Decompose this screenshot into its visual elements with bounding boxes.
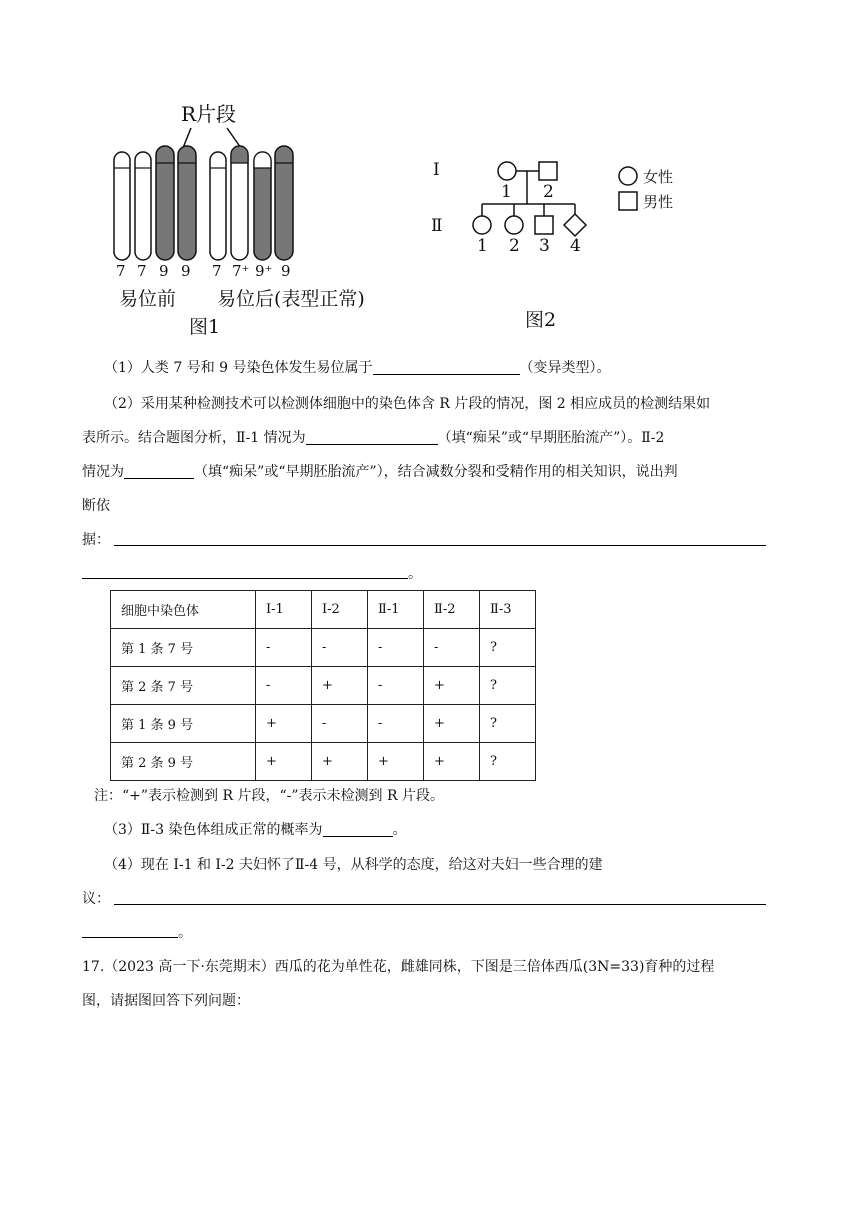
question-1-tail: （变异类型）。 <box>519 360 611 376</box>
figure-1-caption: 图1 <box>189 316 221 338</box>
table-cell: 第 1 条 7 号 <box>111 629 256 667</box>
table-header-cell: Ⅱ-2 <box>424 591 480 629</box>
female-symbol-II-1 <box>473 216 491 234</box>
table-cell: 第 1 条 9 号 <box>111 705 256 743</box>
question-3-text: （3）Ⅱ-3 染色体组成正常的概率为 <box>104 822 323 838</box>
table-cell: + <box>312 743 368 781</box>
legend-female-label: 女性 <box>643 168 674 186</box>
pedigree-num: 1 <box>477 236 488 256</box>
table-cell: - <box>312 705 368 743</box>
table-cell: - <box>256 667 312 705</box>
table-cell: + <box>424 705 480 743</box>
table-row <box>111 667 536 705</box>
table-header-cell: I-1 <box>256 591 312 629</box>
table-cell: 第 2 条 9 号 <box>111 743 256 781</box>
figure-2 <box>425 150 695 340</box>
table-cell: ? <box>480 743 536 781</box>
answer-blank-3[interactable] <box>323 822 393 837</box>
num-label: 7 <box>137 262 147 280</box>
legend-male-label: 男性 <box>643 193 674 211</box>
pedigree-num: 4 <box>570 236 581 256</box>
answer-line-2d[interactable] <box>82 578 408 579</box>
table-row <box>111 743 536 781</box>
table-cell: - <box>256 629 312 667</box>
num-label: 9 <box>281 262 291 280</box>
pedigree-num: 1 <box>501 182 512 202</box>
table-cell: - <box>312 629 368 667</box>
table-row <box>111 629 536 667</box>
question-2-line3 <box>82 462 678 482</box>
question-3-end: 。 <box>392 822 407 838</box>
question-2-text-d: （填“痴呆”或“早期胚胎流产”），结合减数分裂和受精作用的相关知识，说出判 <box>194 464 678 480</box>
question-2-text-c: 情况为 <box>82 464 124 480</box>
table-header-cell: 细胞中染色体 <box>111 591 256 629</box>
pedigree-num: 3 <box>539 236 550 256</box>
answer-line-4b[interactable] <box>82 937 178 938</box>
table-cell: - <box>368 629 424 667</box>
before-label: 易位前 <box>119 288 177 310</box>
legend-female-icon <box>619 167 637 185</box>
female-symbol-II-2 <box>505 216 523 234</box>
table-cell: + <box>368 743 424 781</box>
r-pointer-right <box>227 128 241 148</box>
num-label: 9 <box>159 262 169 280</box>
figure-2-caption: 图2 <box>525 309 557 331</box>
table-cell: + <box>424 743 480 781</box>
generation-II-label: Ⅱ <box>431 216 443 236</box>
question-2-end: 。 <box>408 566 422 582</box>
answer-line-4a[interactable] <box>114 904 766 905</box>
table-header-cell: I-2 <box>312 591 368 629</box>
question-2-text-a: 表所示。结合题图分析，Ⅱ-1 情况为 <box>82 430 306 446</box>
answer-blank-2a[interactable] <box>306 430 438 445</box>
question-2-line2 <box>82 428 664 448</box>
question-2-text-b: （填“痴呆”或“早期胚胎流产”）。Ⅱ-2 <box>437 430 665 446</box>
after-label: 易位后(表型正常) <box>217 288 365 310</box>
question-17-line2: 图，请据图回答下列问题： <box>82 993 250 1009</box>
detection-results-table <box>110 590 536 781</box>
table-cell: - <box>368 667 424 705</box>
question-3 <box>104 820 407 840</box>
female-symbol-I-1 <box>498 162 516 180</box>
question-4-line1: （4）现在 I-1 和 I-2 夫妇怀了Ⅱ-4 号，从科学的态度，给这对夫妇一些合理的建 <box>104 857 603 873</box>
question-1 <box>104 358 611 378</box>
table-header-cell: Ⅱ-3 <box>480 591 536 629</box>
num-label: 7 <box>212 262 222 280</box>
legend-male-icon <box>619 192 637 210</box>
table-cell: ? <box>480 629 536 667</box>
table-header-row <box>111 591 536 629</box>
num-label: 7⁺ <box>232 262 250 280</box>
table-cell: ? <box>480 705 536 743</box>
figure-1 <box>105 90 405 340</box>
question-2-line5: 据： <box>82 532 110 548</box>
answer-line-2c[interactable] <box>114 545 766 546</box>
table-cell: + <box>312 667 368 705</box>
pedigree-num: 2 <box>543 182 554 202</box>
table-cell: + <box>256 705 312 743</box>
question-2-line1: （2）采用某种检测技术可以检测体细胞中的染色体含 R 片段的情况，图 2 相应成员的检测结果如 <box>104 396 711 412</box>
generation-I-label: Ⅰ <box>433 160 440 180</box>
table-note: 注：“+”表示检测到 R 片段，“-”表示未检测到 R 片段。 <box>94 788 444 804</box>
table-cell: ? <box>480 667 536 705</box>
answer-blank-2b[interactable] <box>124 464 194 479</box>
table-cell: - <box>424 629 480 667</box>
question-2-line4: 断依 <box>82 498 110 514</box>
table-cell: + <box>256 743 312 781</box>
question-4-end: 。 <box>178 925 192 941</box>
question-4-line2: 议： <box>82 891 110 907</box>
male-symbol-I-2 <box>539 162 557 180</box>
unknown-sex-symbol-II-4 <box>564 214 586 236</box>
question-1-text: （1）人类 7 号和 9 号染色体发生易位属于 <box>104 360 373 376</box>
male-symbol-II-3 <box>535 216 553 234</box>
r-fragment-label: R片段 <box>181 102 237 126</box>
table-cell: 第 2 条 7 号 <box>111 667 256 705</box>
table-cell: - <box>368 705 424 743</box>
num-label: 9⁺ <box>255 262 273 280</box>
table-header-cell: Ⅱ-1 <box>368 591 424 629</box>
num-label: 7 <box>116 262 126 280</box>
r-pointer-left <box>183 128 191 148</box>
num-label: 9 <box>181 262 191 280</box>
table-cell: + <box>424 667 480 705</box>
pedigree-num: 2 <box>509 236 520 256</box>
answer-blank-1[interactable] <box>373 360 520 375</box>
question-17-line1: 17.（2023 高一下·东莞期末）西瓜的花为单性花，雌雄同株，下图是三倍体西瓜(3N=33)育种的过程 <box>82 959 715 975</box>
table-row <box>111 705 536 743</box>
